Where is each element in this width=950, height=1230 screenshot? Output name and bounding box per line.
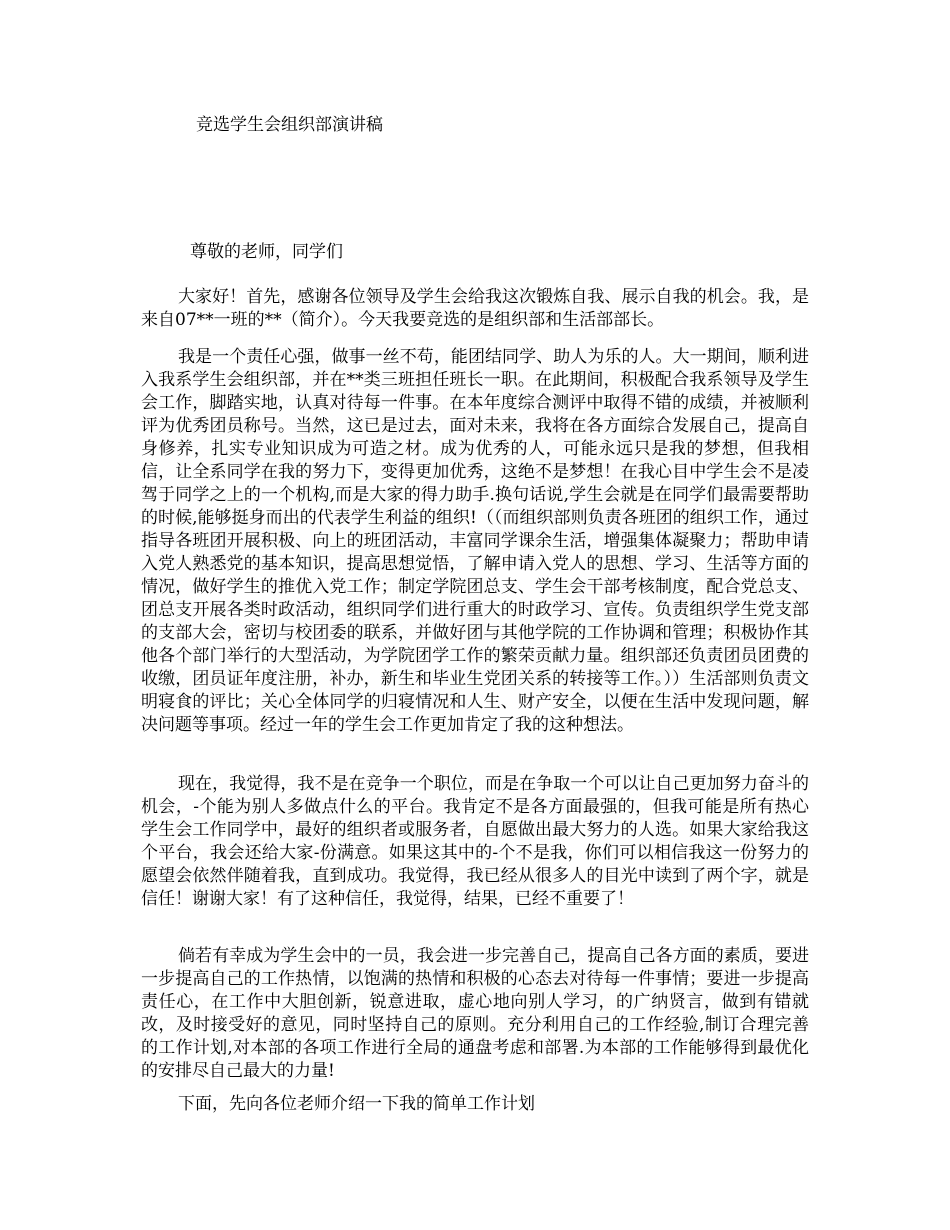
paragraph-self-introduction: 我是一个责任心强，做事一丝不苟，能团结同学、助人为乐的人。大一期间，顺利进入我系学生会组织部，并在**类三班担任班长一职。在此期间，积极配合我系领导及学生会工作，脚踏实地，认真对待每一件事。在本年度综合测评中取得不错的成绩，并被顺利评为优秀团员称号。当然，这已是过去，面对未来，我将在各方面综合发展自己，提高自身修养，扎实专业知识成为可造之材。成为优秀的人，可能永远只是我的梦想，但我相信，让全系同学在我的努力下，变得更加优秀，这绝不是梦想！在我心目中学生会不是凌驾于同学之上的一个机构,而是大家的得力助手.换句话说,学生会就是在同学们最需要帮助的时候,能够挺身而出的代表学生利益的组织!（（而组织部则负责各班团的组织工作，通过指导各班团开展积极、向上的班团活动，丰富同学课余生活，增强集体凝聚力；帮助申请入党人熟悉党的基本知识，提高思想觉悟，了解申请入党人的思想、学习、生活等方面的情况，做好学生的推优入党工作；制定学院团总支、学生会干部考核制度，配合党总支、团总支开展各类时政活动，组织同学们进行重大的时政学习、宣传。负责组织学生党支部的支部大会，密切与校团委的联系，并做好团与其他学院的工作协调和管理；积极协作其他各个部门举行的大型活动，为学院团学工作的繁荣贡献力量。组织部还负责团员团费的收缴，团员证年度注册，补办，新生和毕业生党团关系的转接等工作。））生活部则负责文明寝食的评比；关心全体同学的归寝情况和人生、财产安全，以便在生活中发现问题，解决问题等事项。经过一年的学生会工作更加肯定了我的这种想法。 [141,347,809,735]
paragraph-work-plan-intro: 下面，先向各位老师介绍一下我的简单工作计划 [178,1094,535,1114]
document-title: 竞选学生会组织部演讲稿 [196,115,383,135]
salutation: 尊敬的老师，同学们 [190,242,343,262]
paragraph-motivation: 现在，我觉得，我不是在竞争一个职位，而是在争取一个可以让自己更加努力奋斗的机会，-个能为别人多做点什么的平台。我肯定不是各方面最强的，但我可能是所有热心学生会工作同学中，最好的组织者或服务者，自愿做出最大努力的人选。如果大家给我这个平台，我会还给大家-份满意。如果这其中的-个不是我，你们可以相信我这一份努力的愿望会依然伴随着我，直到成功。我觉得，我已经从很多人的目光中读到了两个字，就是信任！谢谢大家！有了这种信任，我觉得，结果，已经不重要了！ [141,774,809,909]
paragraph-commitment: 倘若有幸成为学生会中的一员，我会进一步完善自己，提高自己各方面的素质，要进一步提高自己的工作热情，以饱满的热情和积极的心态去对待每一件事情；要进一步提高责任心，在工作中大胆创新，锐意进取，虚心地向别人学习，的广纳贤言，做到有错就改，及时接受好的意见，同时坚持自己的原则。充分利用自己的工作经验,制订合理完善的工作计划,对本部的各项工作进行全局的通盘考虑和部署.为本部的工作能够得到最优化的安排尽自己最大的力量! [141,946,809,1081]
paragraph-greeting: 大家好！首先，感谢各位领导及学生会给我这次锻炼自我、展示自我的机会。我，是来自07**一班的**（简介）。今天我要竞选的是组织部和生活部部长。 [141,287,809,330]
